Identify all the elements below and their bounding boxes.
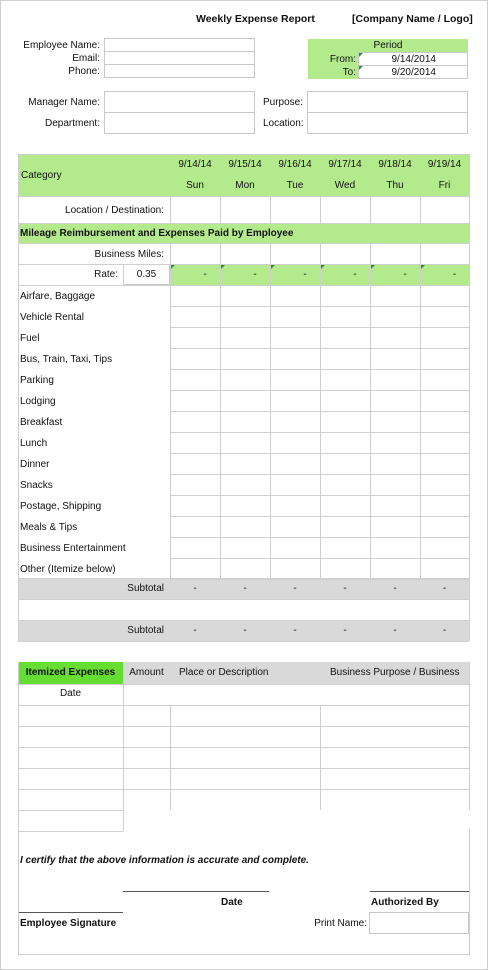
grid-row-line [170, 327, 469, 328]
grid-row-line [170, 432, 469, 433]
location-destination-label: Location / Destination: [65, 205, 164, 216]
grid-row-line [18, 223, 469, 224]
expense-cell[interactable] [270, 516, 320, 537]
manager-name-field[interactable] [104, 91, 255, 113]
category-label: Snacks [20, 480, 53, 491]
grid-col-line [420, 196, 421, 223]
grid-row-line [170, 348, 469, 349]
grid-row-line [170, 537, 469, 538]
email-label: Email: [72, 53, 100, 64]
subtotal-amount: - [442, 583, 447, 594]
rate-amount: - [203, 269, 207, 280]
phone-label: Phone: [68, 66, 100, 77]
expense-cell[interactable] [270, 453, 320, 474]
employee-signature-line [18, 912, 123, 913]
expense-cell[interactable] [220, 411, 270, 432]
expense-cell[interactable] [370, 453, 420, 474]
expense-cell[interactable] [370, 495, 420, 516]
itemized-title: Itemized Expenses [25, 667, 116, 678]
grid-row-line [18, 620, 469, 621]
category-label: Breakfast [20, 417, 63, 428]
cell-comment-marker [359, 53, 363, 57]
rate-amount: - [452, 269, 457, 280]
itemized-purpose-cell[interactable] [320, 747, 469, 768]
expense-cell[interactable] [270, 474, 320, 495]
cell-comment-marker [321, 265, 325, 269]
period-to-label: To: [342, 67, 356, 78]
expense-cell[interactable] [370, 285, 420, 306]
expense-cell[interactable] [420, 432, 469, 453]
expense-cell[interactable] [220, 558, 270, 579]
expense-cell[interactable] [220, 432, 270, 453]
subtotal-amount: - [393, 625, 397, 636]
expense-cell[interactable] [270, 348, 320, 369]
employee-signature-label: Employee Signature [20, 918, 117, 929]
expense-cell[interactable] [320, 516, 370, 537]
grid-row-line [170, 453, 469, 454]
expense-cell[interactable] [370, 390, 420, 411]
subtotal-amount: - [193, 583, 197, 594]
grid-row-line [170, 369, 469, 370]
category-label: Fuel [20, 333, 40, 344]
email-field[interactable] [104, 51, 255, 65]
grid-row-line [18, 196, 469, 197]
expense-cell[interactable] [220, 327, 270, 348]
category-label: Vehicle Rental [20, 312, 84, 323]
employee-name-field[interactable] [104, 38, 255, 52]
subtotal-label: Subtotal [127, 583, 164, 594]
day-name: Mon [235, 180, 255, 191]
expense-cell[interactable] [220, 495, 270, 516]
expense-cell[interactable] [270, 411, 320, 432]
expense-cell[interactable] [270, 537, 320, 558]
expense-cell[interactable] [270, 390, 320, 411]
period-from-label: From: [329, 54, 356, 65]
category-label: Lodging [20, 396, 56, 407]
itemized-place-cell[interactable] [170, 705, 320, 726]
grid-row-line [170, 411, 469, 412]
itemized-row-line [18, 831, 123, 832]
expense-cell[interactable] [320, 348, 370, 369]
itemized-date-cell[interactable] [18, 705, 123, 726]
itemized-amount-cell[interactable] [123, 747, 170, 768]
itemized-amount-header: Amount [129, 667, 164, 678]
authorized-signature-line [370, 891, 469, 892]
subtotal-amount: - [393, 583, 397, 594]
expense-cell[interactable] [270, 432, 320, 453]
subtotal-amount: - [293, 583, 297, 594]
subtotal-label-2: Subtotal [127, 625, 164, 636]
expense-cell[interactable] [320, 474, 370, 495]
day-date: 9/18/14 [378, 159, 412, 170]
rate-amount: - [253, 269, 257, 280]
itemized-purpose-cell[interactable] [320, 726, 469, 747]
expense-cell[interactable] [320, 537, 370, 558]
business-miles-label: Business Miles: [94, 249, 164, 260]
grid-row-line [18, 599, 469, 600]
expense-cell[interactable] [370, 537, 420, 558]
subtotal-amount: - [243, 625, 247, 636]
grid-col-line [469, 196, 470, 223]
category-label: Parking [20, 375, 54, 386]
grid-col-line [220, 196, 221, 223]
expense-cell[interactable] [220, 348, 270, 369]
footer-bottom-border [18, 954, 469, 955]
expense-cell[interactable] [320, 390, 370, 411]
rate-amount: - [353, 269, 357, 280]
expense-cell[interactable] [270, 495, 320, 516]
itemized-date-cell[interactable] [18, 747, 123, 768]
authorized-by-label: Authorized By [371, 897, 439, 908]
subtotal-amount: - [343, 583, 347, 594]
expense-cell[interactable] [170, 285, 220, 306]
day-date: 9/16/14 [278, 159, 312, 170]
grid-row-line [170, 579, 469, 580]
rate-amount: - [403, 269, 407, 280]
expense-cell[interactable] [420, 369, 469, 390]
day-name: Tue [286, 180, 304, 191]
department-field[interactable] [104, 112, 255, 134]
cell-comment-marker [271, 265, 275, 269]
grid-col-line [123, 264, 124, 285]
subtotal-amount: - [343, 625, 347, 636]
expense-cell[interactable] [320, 327, 370, 348]
category-label: Other (Itemize below) [20, 564, 116, 575]
certification-statement: I certify that the above information is accurate and complete. [20, 855, 309, 866]
grid-row-line [18, 285, 469, 286]
expense-cell[interactable] [370, 474, 420, 495]
expense-cell[interactable] [420, 348, 469, 369]
itemized-purpose-cell[interactable] [320, 705, 469, 726]
expense-cell[interactable] [320, 285, 370, 306]
period-title: Period [373, 40, 403, 51]
grid-col-line [270, 196, 271, 223]
expense-cell[interactable] [170, 474, 220, 495]
expense-cell[interactable] [370, 306, 420, 327]
employee-name-label: Employee Name: [23, 40, 100, 51]
expense-cell[interactable] [170, 390, 220, 411]
expense-cell[interactable] [170, 369, 220, 390]
expense-cell[interactable] [420, 285, 469, 306]
location-label: Location: [263, 118, 304, 129]
expense-cell[interactable] [270, 306, 320, 327]
date-signature-line [123, 891, 269, 892]
subtotal-amount: - [293, 625, 297, 636]
day-date: 9/14/14 [178, 159, 212, 170]
day-name: Wed [334, 180, 356, 191]
expense-cell[interactable] [420, 495, 469, 516]
expense-cell[interactable] [420, 537, 469, 558]
rate-amount: - [303, 269, 307, 280]
expense-cell[interactable] [420, 558, 469, 579]
expense-cell[interactable] [320, 558, 370, 579]
print-name-label: Print Name: [314, 918, 367, 929]
grid-row-line [18, 243, 469, 244]
expense-cell[interactable] [220, 369, 270, 390]
expense-cell[interactable] [320, 411, 370, 432]
expense-cell[interactable] [170, 348, 220, 369]
cell-comment-marker [171, 265, 175, 269]
itemized-purpose-header: Business Purpose / Business [330, 667, 460, 678]
itemized-place-cell[interactable] [170, 789, 320, 810]
itemized-date-header: Date [59, 688, 82, 699]
expense-cell[interactable] [420, 516, 469, 537]
expense-cell[interactable] [320, 453, 370, 474]
expense-cell[interactable] [420, 411, 469, 432]
day-name: Fri [438, 180, 451, 191]
rate-value: 0.35 [136, 269, 157, 280]
cell-comment-marker [221, 265, 225, 269]
itemized-amount-cell[interactable] [123, 705, 170, 726]
expense-cell[interactable] [220, 537, 270, 558]
category-label: Airfare, Baggage [20, 291, 96, 302]
grid-col-line [370, 196, 371, 223]
grid-row-line [170, 390, 469, 391]
company-logo-placeholder: [Company Name / Logo] [352, 13, 473, 25]
subtotal-amount: - [243, 583, 247, 594]
grid-col-line [469, 243, 470, 578]
itemized-place-cell[interactable] [170, 726, 320, 747]
itemized-col-line [469, 662, 470, 810]
expense-cell[interactable] [370, 348, 420, 369]
expense-cell[interactable] [370, 369, 420, 390]
category-header: Category [21, 170, 62, 181]
expense-cell[interactable] [420, 453, 469, 474]
category-label: Meals & Tips [20, 522, 78, 533]
day-name: Thu [386, 180, 404, 191]
itemized-row-line [18, 684, 469, 685]
expense-cell[interactable] [370, 411, 420, 432]
itemized-date-cell[interactable] [18, 789, 123, 810]
report-title: Weekly Expense Report [196, 13, 315, 25]
mileage-section-title: Mileage Reimbursement and Expenses Paid by Employee [20, 228, 294, 239]
department-label: Department: [44, 118, 100, 129]
expense-cell[interactable] [220, 390, 270, 411]
date-label: Date [221, 897, 243, 908]
itemized-amount-cell[interactable] [123, 789, 170, 810]
expense-cell[interactable] [220, 306, 270, 327]
expense-cell[interactable] [370, 327, 420, 348]
itemized-place-header: Place or Description [179, 667, 269, 678]
itemized-row-line [18, 810, 123, 811]
subtotal-amount: - [193, 625, 197, 636]
grid-col-line [320, 196, 321, 223]
expense-cell[interactable] [270, 369, 320, 390]
itemized-purpose-cell[interactable] [320, 789, 469, 810]
category-label: Bus, Train, Taxi, Tips [20, 354, 113, 365]
grid-row-line [18, 264, 469, 265]
expense-cell[interactable] [420, 474, 469, 495]
category-label: Business Entertainment [20, 543, 126, 554]
day-date: 9/15/14 [228, 159, 262, 170]
subtotal-amount: - [442, 625, 447, 636]
period-from-value: 9/14/2014 [391, 54, 436, 65]
expense-cell[interactable] [270, 285, 320, 306]
expense-cell[interactable] [320, 369, 370, 390]
itemized-amount-cell[interactable] [123, 726, 170, 747]
period-to-value: 9/20/2014 [391, 67, 436, 78]
expense-cell[interactable] [170, 558, 220, 579]
expense-cell[interactable] [270, 327, 320, 348]
itemized-place-cell[interactable] [170, 768, 320, 789]
day-date: 9/17/14 [328, 159, 362, 170]
expense-cell[interactable] [220, 474, 270, 495]
cell-comment-marker [371, 265, 375, 269]
grid-row-line [170, 495, 469, 496]
expense-cell[interactable] [320, 306, 370, 327]
expense-cell[interactable] [420, 327, 469, 348]
grid-row-line [170, 516, 469, 517]
cell-comment-marker [421, 265, 425, 269]
itemized-purpose-cell[interactable] [320, 768, 469, 789]
rate-label: Rate: [94, 269, 118, 280]
category-label: Lunch [20, 438, 48, 449]
expense-cell[interactable] [170, 432, 220, 453]
grid-col-line [170, 196, 171, 223]
print-name-field[interactable] [369, 912, 469, 934]
expense-cell[interactable] [170, 537, 220, 558]
day-name: Sun [186, 180, 204, 191]
expense-cell[interactable] [170, 327, 220, 348]
category-label: Dinner [20, 459, 50, 470]
grid-border-left [18, 154, 19, 641]
expense-cell[interactable] [320, 432, 370, 453]
itemized-date-cell[interactable] [18, 768, 123, 789]
expense-cell[interactable] [170, 453, 220, 474]
grid-row-line [18, 641, 469, 642]
category-label: Postage, Shipping [20, 501, 102, 512]
expense-cell[interactable] [370, 432, 420, 453]
footer-right-border [469, 829, 470, 955]
manager-name-label: Manager Name: [28, 97, 100, 108]
expense-cell[interactable] [370, 558, 420, 579]
grid-row-line [18, 154, 469, 155]
expense-cell[interactable] [320, 495, 370, 516]
expense-cell[interactable] [170, 516, 220, 537]
expense-cell[interactable] [220, 453, 270, 474]
grid-row-line [170, 306, 469, 307]
footer-left-border [18, 829, 19, 955]
itemized-amount-cell[interactable] [123, 768, 170, 789]
itemized-place-cell[interactable] [170, 747, 320, 768]
purpose-field[interactable] [307, 91, 468, 113]
grid-row-line [18, 578, 469, 579]
expense-cell[interactable] [420, 306, 469, 327]
expense-cell[interactable] [170, 306, 220, 327]
phone-field[interactable] [104, 64, 255, 78]
expense-cell[interactable] [370, 516, 420, 537]
expense-cell[interactable] [170, 495, 220, 516]
location-field[interactable] [307, 112, 468, 134]
expense-cell[interactable] [270, 558, 320, 579]
grid-row-line [170, 558, 469, 559]
day-date: 9/19/14 [427, 159, 462, 170]
itemized-date-cell[interactable] [18, 726, 123, 747]
cell-comment-marker [359, 66, 363, 70]
expense-cell[interactable] [220, 516, 270, 537]
expense-cell[interactable] [220, 285, 270, 306]
grid-row-line [170, 474, 469, 475]
purpose-label: Purpose: [263, 97, 304, 108]
expense-cell[interactable] [420, 390, 469, 411]
expense-cell[interactable] [170, 411, 220, 432]
